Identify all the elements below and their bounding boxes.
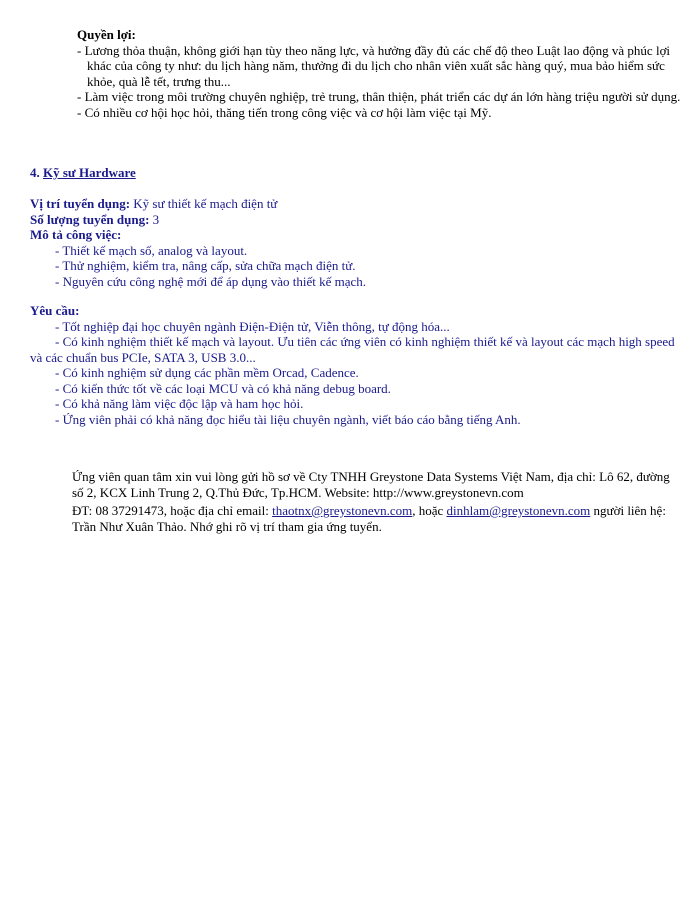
- requirement-item: - Ứng viên phải có khả năng đọc hiểu tài liệu chuyên ngành, viết báo cáo bằng tiếng Anh.: [55, 411, 521, 427]
- requirement-item: - Có khả năng làm việc độc lập và ham học hỏi.: [55, 396, 304, 411]
- contact-address: Ứng viên quan tâm xin vui lòng gửi hồ sơ về Cty TNHH Greystone Data Systems Việt Nam, địa chỉ: Lô 62, đường số 2, KCX Linh Trung 2, Q.Thủ Đức, Tp.HCM. Website: http://www.greystonevn.com: [72, 469, 670, 500]
- benefits-heading: Quyền lợi:: [77, 27, 136, 42]
- position-label: Vị trí tuyển dụng:: [30, 196, 131, 211]
- description-item: - Thử nghiệm, kiểm tra, nâng cấp, sửa chữa mạch điện tử.: [55, 258, 356, 273]
- requirement-item: - Có kiến thức tốt về các loại MCU và có khả năng debug board.: [55, 380, 391, 396]
- email-link-thaotnx[interactable]: thaotnx@greystonevn.com: [272, 503, 413, 518]
- section-number: 4.: [30, 165, 40, 180]
- contact-between: , hoặc: [412, 503, 447, 518]
- requirement-item: - Có kinh nghiệm thiết kế mạch và layout. Ưu tiên các ứng viên có kinh nghiệm thiết kế và layout các mạch high speed và các chuẩn bus PCIe, SATA 3, USB 3.0...: [30, 334, 675, 365]
- section-heading: [30, 165, 136, 181]
- contact-phone: ĐT: 08 37291473, hoặc địa chỉ email:: [72, 503, 273, 518]
- requirement-item: - Tốt nghiệp đại học chuyên ngành Điện-Điện tử, Viễn thông, tự động hóa...: [55, 318, 450, 334]
- job-details: [30, 196, 680, 427]
- description-item: - Nguyên cứu công nghệ mới để áp dụng vào thiết kế mạch.: [55, 273, 367, 289]
- contact-person: người liên hệ: Trần Như Xuân Thảo. Nhớ ghi rõ vị trí tham gia ứng tuyển.: [72, 503, 666, 534]
- benefits-section: [77, 27, 682, 120]
- requirements-heading: Yêu cầu:: [30, 303, 80, 318]
- contact-line: [72, 503, 682, 534]
- email-link-dinhlam[interactable]: dinhlam@greystonevn.com: [446, 503, 591, 518]
- description-item: - Thiết kế mạch số, analog và layout.: [55, 242, 248, 258]
- quantity-value: 3: [152, 211, 160, 227]
- requirement-item: - Có kinh nghiệm sử dụng các phần mềm Orcad, Cadence.: [55, 365, 359, 380]
- benefit-item: - Có nhiều cơ hội học hỏi, thăng tiến trong công việc và cơ hội làm việc tại Mỹ.: [77, 104, 492, 120]
- benefit-item: - Lương thỏa thuận, không giới hạn tùy theo năng lực, và hưởng đầy đủ các chế độ theo Luật lao động và phúc lợi khác của công ty như: du lịch hàng năm, thưởng đi du lịch cho nhân viên xuất sắc hàng quý, mua bảo hiểm sức khỏe, quà lễ tết, trưng thu...: [77, 42, 671, 89]
- description-heading: Mô tả công việc:: [30, 227, 122, 242]
- position-line: [30, 196, 680, 212]
- section-title: Kỹ sư Hardware: [43, 165, 136, 180]
- position-value: Kỹ sư thiết kế mạch điện tử: [133, 196, 278, 211]
- quantity-line: [30, 212, 680, 228]
- quantity-label: Số lượng tuyển dụng:: [30, 211, 150, 227]
- contact-section: [72, 469, 682, 534]
- benefit-item: - Làm việc trong môi trường chuyên nghiệp, trẻ trung, thân thiện, phát triển các dự án lớn hàng triệu người sử dụng.: [77, 89, 681, 104]
